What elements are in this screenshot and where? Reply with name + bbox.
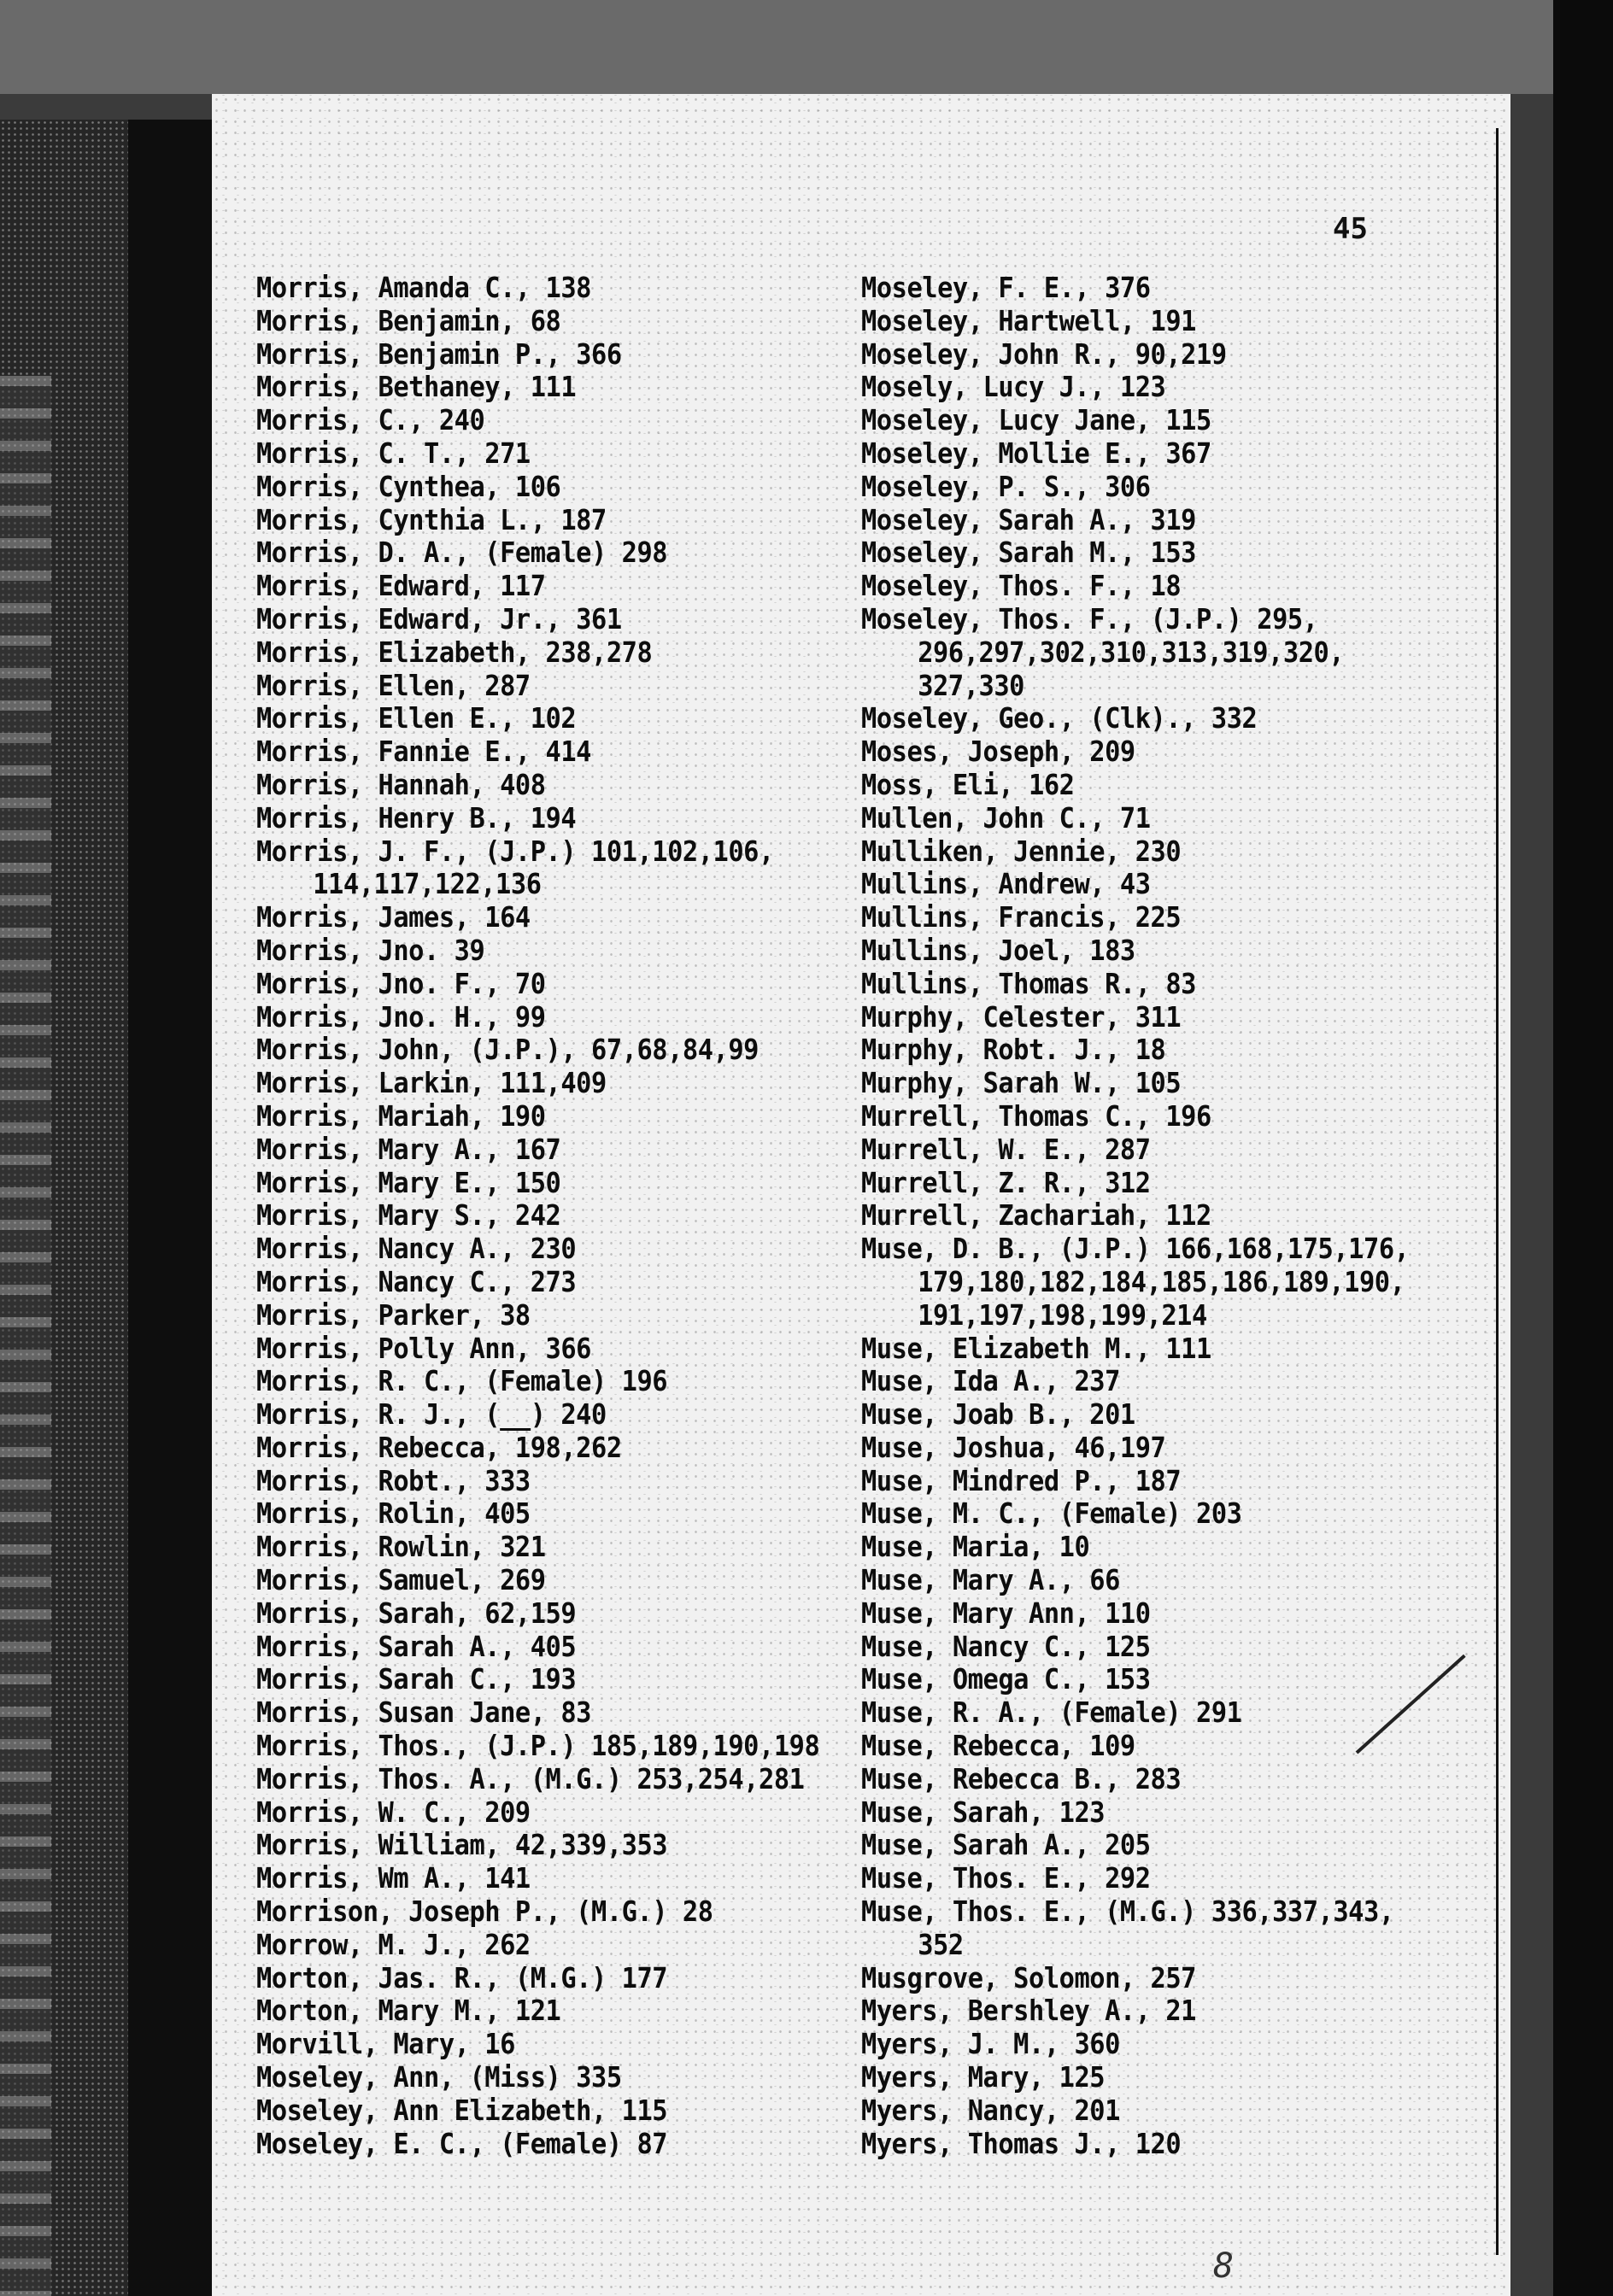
index-entry: Morris, Mary E., 150 (256, 1165, 561, 1199)
index-entry: Myers, Mary, 125 (861, 2060, 1106, 2094)
index-entry: Muse, Joab B., 201 (861, 1397, 1135, 1432)
index-entry: Morris, C. T., 271 (256, 436, 531, 470)
index-entry: Moseley, Mollie E., 367 (861, 436, 1211, 470)
index-entry: Morris, Henry B., 194 (256, 800, 577, 835)
index-entry: Muse, Mary Ann, 110 (861, 1596, 1151, 1630)
index-entry-continuation: 296,297,302,310,313,319,320, (918, 635, 1345, 669)
index-entry: Moseley, Sarah M., 153 (861, 536, 1197, 570)
index-entry: Morris, Larkin, 111,409 (256, 1066, 607, 1100)
index-entry: Morris, Edward, 117 (256, 569, 546, 603)
index-entry: Moseley, Thos. F., 18 (861, 569, 1182, 603)
index-entry: Muse, Ida A., 237 (861, 1364, 1120, 1398)
index-entry: Morton, Mary M., 121 (256, 1994, 561, 2028)
adjacent-page-edge (0, 120, 128, 2296)
index-entry: Morton, Jas. R., (M.G.) 177 (256, 1960, 668, 1994)
index-entry: Murphy, Celester, 311 (861, 999, 1182, 1034)
index-entry: Morris, R. C., (Female) 196 (256, 1364, 668, 1398)
index-entry: Murrell, Z. R., 312 (861, 1165, 1151, 1199)
index-entry: Morris, Sarah A., 405 (256, 1629, 577, 1663)
index-entry: Moseley, E. C., (Female) 87 (256, 2126, 668, 2160)
index-entry: Muse, Nancy C., 125 (861, 1629, 1151, 1663)
index-entry: Morrison, Joseph P., (M.G.) 28 (256, 1895, 713, 1929)
film-right-edge (1553, 0, 1613, 2296)
index-entry: Muse, Thos. E., (M.G.) 336,337,343, (861, 1895, 1394, 1929)
index-entry: Morris, Nancy C., 273 (256, 1264, 577, 1298)
index-entry: Morris, Rowlin, 321 (256, 1530, 546, 1564)
index-entry: Morris, Mariah, 190 (256, 1098, 546, 1133)
index-entry: Mulliken, Jennie, 230 (861, 834, 1182, 868)
index-entry: Morris, Thos., (J.P.) 185,189,190,198 (256, 1729, 820, 1763)
index-entry: Morris, Polly Ann, 366 (256, 1331, 592, 1365)
index-entry: Morris, Benjamin P., 366 (256, 337, 622, 371)
index-entry: Morris, Jno. 39 (256, 933, 485, 967)
index-entry: Moseley, Thos. F., (J.P.) 295, (861, 601, 1318, 636)
index-entry: Moseley, Sarah A., 319 (861, 502, 1197, 536)
index-entry: Murphy, Sarah W., 105 (861, 1066, 1182, 1100)
index-entry: Myers, Nancy, 201 (861, 2093, 1120, 2127)
index-entry: Morris, Susan Jane, 83 (256, 1696, 592, 1730)
index-entry: Morris, R. J., (__) 240 (256, 1397, 607, 1432)
index-entry: Mullins, Joel, 183 (861, 933, 1135, 967)
index-entry: Mosely, Lucy J., 123 (861, 370, 1166, 404)
book-gutter (128, 120, 212, 2296)
index-page (212, 94, 1510, 2296)
index-entry: Muse, Joshua, 46,197 (861, 1430, 1166, 1464)
index-entry: Muse, Elizabeth M., 111 (861, 1331, 1211, 1365)
index-entry: Moseley, F. E., 376 (861, 271, 1151, 304)
index-entry: Morris, Thos. A., (M.G.) 253,254,281 (256, 1761, 805, 1795)
index-entry: Moseley, P. S., 306 (861, 469, 1151, 503)
index-entry: Morris, Rolin, 405 (256, 1496, 531, 1531)
index-entry: Muse, Maria, 10 (861, 1530, 1090, 1564)
index-entry: Muse, Thos. E., 292 (861, 1861, 1151, 1895)
index-entry: Muse, Mary A., 66 (861, 1563, 1120, 1597)
index-entry: Morris, Ellen, 287 (256, 668, 531, 702)
index-entry: Moses, Joseph, 209 (861, 735, 1135, 769)
index-entry: Morris, Sarah C., 193 (256, 1662, 577, 1696)
index-entry: Mullen, John C., 71 (861, 800, 1151, 835)
index-entry: Moseley, Ann, (Miss) 335 (256, 2060, 622, 2094)
index-entry: Morris, Sarah, 62,159 (256, 1596, 577, 1630)
index-entry: Myers, Bershley A., 21 (861, 1994, 1197, 2028)
index-entry: Moseley, Ann Elizabeth, 115 (256, 2093, 668, 2127)
index-entry: Mullins, Thomas R., 83 (861, 966, 1197, 1000)
index-entry: Morris, D. A., (Female) 298 (256, 536, 668, 570)
index-entry-continuation: 352 (918, 1927, 964, 1961)
index-entry: Morris, Hannah, 408 (256, 767, 546, 801)
index-entry: Muse, R. A., (Female) 291 (861, 1696, 1242, 1730)
index-entry: Myers, J. M., 360 (861, 2027, 1120, 2061)
index-entry: Morris, Edward, Jr., 361 (256, 601, 622, 636)
index-entry: Muse, M. C., (Female) 203 (861, 1496, 1242, 1531)
index-entry: Myers, Thomas J., 120 (861, 2126, 1182, 2160)
index-entry: Moss, Eli, 162 (861, 767, 1075, 801)
index-entry: Murphy, Robt. J., 18 (861, 1033, 1166, 1067)
index-entry: Muse, Mindred P., 187 (861, 1463, 1182, 1497)
right-index-column (861, 272, 1510, 2160)
index-entry: Morris, Jno. F., 70 (256, 966, 546, 1000)
index-entry: Morris, C., 240 (256, 403, 485, 437)
index-entry: Moseley, Hartwell, 191 (861, 303, 1197, 337)
index-entry: Morris, Parker, 38 (256, 1297, 531, 1332)
index-entry-continuation: 114,117,122,136 (313, 867, 542, 901)
index-entry: Muse, Rebecca B., 283 (861, 1761, 1182, 1795)
index-entry: Morris, Ellen E., 102 (256, 701, 577, 735)
index-entry: Morrow, M. J., 262 (256, 1927, 531, 1961)
index-entry: Morris, Cynthea, 106 (256, 469, 561, 503)
index-entry: Moseley, Geo., (Clk)., 332 (861, 701, 1258, 735)
index-entry: Muse, Rebecca, 109 (861, 1729, 1135, 1763)
index-entry: Murrell, W. E., 287 (861, 1132, 1151, 1166)
index-entry: Morris, Nancy A., 230 (256, 1232, 577, 1266)
index-entry: Muse, D. B., (J.P.) 166,168,175,176, (861, 1232, 1410, 1266)
index-entry: Morris, J. F., (J.P.) 101,102,106, (256, 834, 774, 868)
film-top-margin (0, 0, 1613, 94)
index-entry: Morris, Robt., 333 (256, 1463, 531, 1497)
index-entry: Morris, W. C., 209 (256, 1795, 531, 1829)
index-entry-continuation: 179,180,182,184,185,186,189,190, (918, 1264, 1405, 1298)
index-entry: Musgrove, Solomon, 257 (861, 1960, 1197, 1994)
index-entry: Morris, Bethaney, 111 (256, 370, 577, 404)
index-entry-continuation: 327,330 (918, 668, 1024, 702)
index-entry: Morris, Amanda C., 138 (256, 271, 592, 304)
index-entry: Morris, Elizabeth, 238,278 (256, 635, 653, 669)
page-number: 45 (1333, 212, 1368, 246)
index-entry: Morris, Rebecca, 198,262 (256, 1430, 622, 1464)
index-entry: Mullins, Francis, 225 (861, 900, 1182, 934)
index-entry: Morris, Cynthia L., 187 (256, 502, 607, 536)
index-entry: Muse, Omega C., 153 (861, 1662, 1151, 1696)
index-entry: Murrell, Zachariah, 112 (861, 1198, 1211, 1233)
index-entry: Mullins, Andrew, 43 (861, 867, 1151, 901)
index-entry: Morris, William, 42,339,353 (256, 1828, 668, 1862)
index-entry: Morvill, Mary, 16 (256, 2027, 515, 2061)
index-entry: Morris, Jno. H., 99 (256, 999, 546, 1034)
index-entry: Morris, James, 164 (256, 900, 531, 934)
index-entry: Morris, Samuel, 269 (256, 1563, 546, 1597)
adjacent-page-text-fragment (0, 376, 51, 2296)
index-entry: Murrell, Thomas C., 196 (861, 1098, 1211, 1133)
index-entry: Morris, Fannie E., 414 (256, 735, 592, 769)
index-entry: Morris, John, (J.P.), 67,68,84,99 (256, 1033, 760, 1067)
index-entry: Muse, Sarah, 123 (861, 1795, 1106, 1829)
left-index-column (256, 272, 854, 2160)
index-entry: Morris, Mary S., 242 (256, 1198, 561, 1233)
index-entry: Morris, Mary A., 167 (256, 1132, 561, 1166)
index-entry: Morris, Benjamin, 68 (256, 303, 561, 337)
index-entry-continuation: 191,197,198,199,214 (918, 1297, 1207, 1332)
index-entry: Moseley, Lucy Jane, 115 (861, 403, 1211, 437)
index-entry: Muse, Sarah A., 205 (861, 1828, 1151, 1862)
index-entry: Morris, Wm A., 141 (256, 1861, 531, 1895)
handwritten-page-mark: 8 (1213, 2246, 1235, 2286)
index-entry: Moseley, John R., 90,219 (861, 337, 1227, 371)
